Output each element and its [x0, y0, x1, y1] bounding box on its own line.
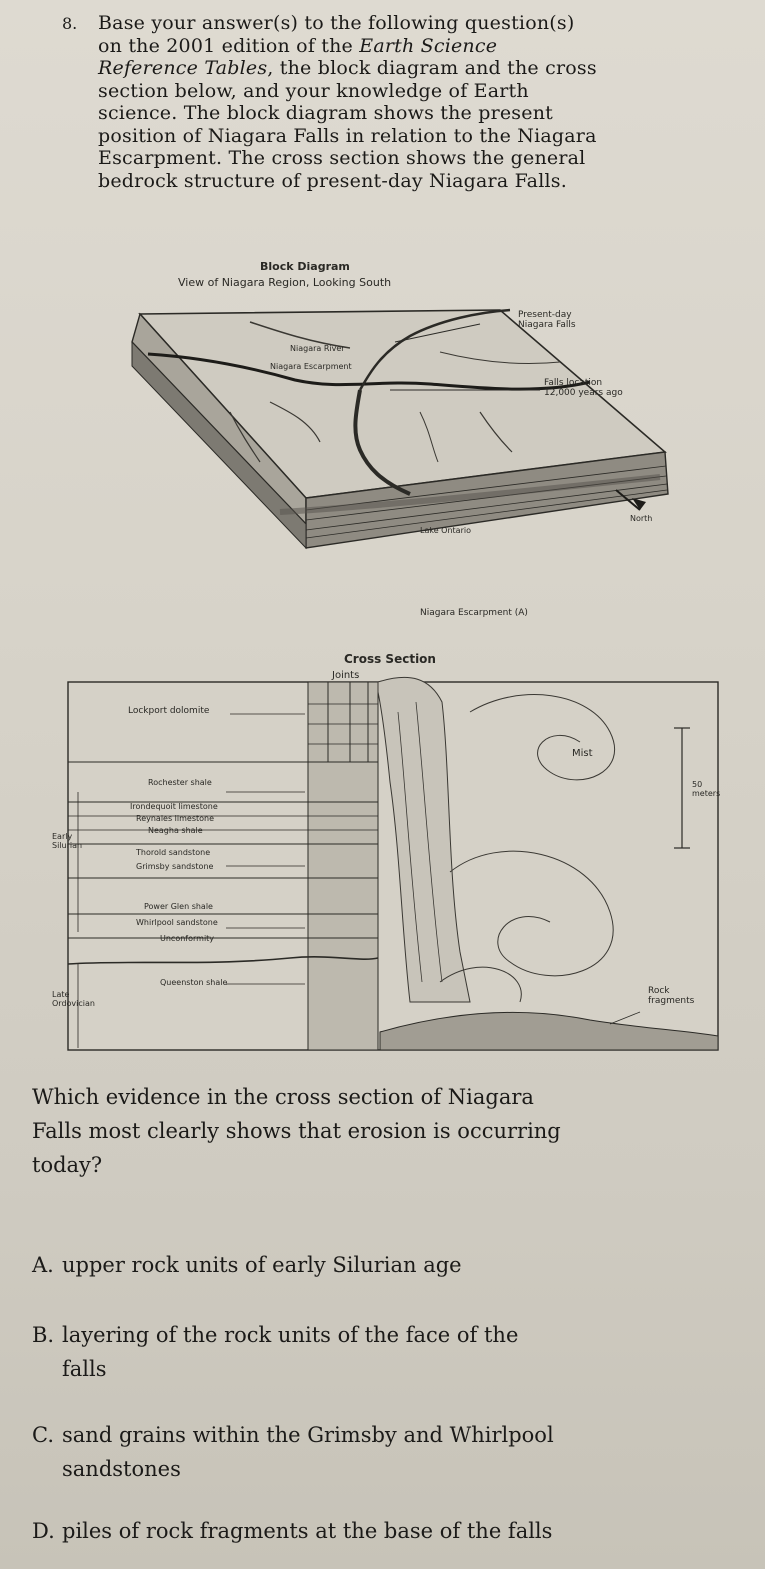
label-early-silurian: Early Silurian: [52, 832, 83, 850]
block-diagram-drawing: [120, 262, 700, 632]
intro-line: Escarpment. The cross section shows the general: [98, 147, 586, 169]
layer-label: Power Glen shale: [144, 902, 213, 911]
layer-label: Rochester shale: [148, 778, 212, 787]
choice-text: sand grains within the Grimsby and Whirlpool: [62, 1423, 554, 1447]
choice-text: sandstones: [62, 1457, 181, 1481]
choice-b[interactable]: [32, 1318, 752, 1386]
layer-label: Unconformity: [160, 934, 215, 943]
layer-label: Lockport dolomite: [128, 706, 210, 716]
question-number: 8.: [62, 14, 78, 33]
choice-letter: D.: [32, 1519, 55, 1543]
label-joints: Joints: [332, 670, 360, 681]
label-present-day-falls: Present-day Niagara Falls: [518, 310, 576, 330]
label-north: North: [630, 514, 653, 523]
block-diagram-caption: Niagara Escarpment (A): [420, 608, 528, 618]
question-stem: [32, 1080, 732, 1182]
choice-letter: B.: [32, 1323, 55, 1347]
choice-text: piles of rock fragments at the base of the falls: [62, 1519, 553, 1543]
label-lake: Lake Ontario: [420, 526, 471, 535]
choice-text: falls: [62, 1357, 107, 1381]
label-rock-fragments: Rock fragments: [648, 986, 695, 1006]
choice-d[interactable]: [32, 1514, 752, 1548]
intro-paragraph: [98, 12, 688, 192]
choice-letter: A.: [32, 1253, 54, 1277]
question-line: Which evidence in the cross section of Niagara: [32, 1085, 534, 1109]
layer-label: Neagha shale: [148, 826, 203, 835]
intro-line: bedrock structure of present-day Niagara Falls.: [98, 169, 567, 192]
intro-line: position of Niagara Falls in relation to the Niagara: [98, 124, 597, 147]
intro-line: on the 2001 edition of the Earth Science: [98, 34, 498, 57]
question-line: today?: [32, 1153, 103, 1177]
label-river: Niagara River: [290, 344, 345, 353]
choice-a[interactable]: [32, 1248, 752, 1282]
layer-label: Irondequoit limestone: [130, 802, 218, 811]
label-falls-location: Falls location 12,000 years ago: [544, 378, 623, 398]
layer-label: Thorold sandstone: [136, 848, 211, 857]
choice-text: upper rock units of early Silurian age: [62, 1253, 462, 1277]
intro-line: science. The block diagram shows the present: [98, 102, 553, 124]
choice-text: layering of the rock units of the face of the: [62, 1323, 519, 1347]
block-diagram-subtitle: View of Niagara Region, Looking South: [178, 276, 392, 289]
intro-line: section below, and your knowledge of Earth: [98, 79, 529, 102]
layer-label: Whirlpool sandstone: [136, 918, 218, 927]
label-late-ordovician: Late Ordovician: [52, 990, 95, 1008]
choice-letter: C.: [32, 1423, 54, 1447]
scale-label: 50 meters: [692, 780, 721, 798]
block-diagram-title: Block Diagram: [260, 260, 350, 273]
intro-line: Reference Tables, the block diagram and the cross: [98, 57, 597, 79]
label-escarpment: Niagara Escarpment: [270, 362, 352, 371]
choice-c[interactable]: [32, 1418, 752, 1486]
block-diagram: [120, 262, 700, 632]
layer-label: Grimsby sandstone: [136, 862, 214, 871]
cross-section: [50, 652, 730, 1062]
label-mist: Mist: [572, 748, 593, 759]
layer-label: Reynales limestone: [136, 814, 215, 823]
question-line: Falls most clearly shows that erosion is occurring: [32, 1119, 561, 1143]
cross-section-title: Cross Section: [344, 652, 436, 666]
intro-line: Base your answer(s) to the following question(s): [98, 12, 575, 34]
layer-label: Queenston shale: [160, 978, 228, 987]
